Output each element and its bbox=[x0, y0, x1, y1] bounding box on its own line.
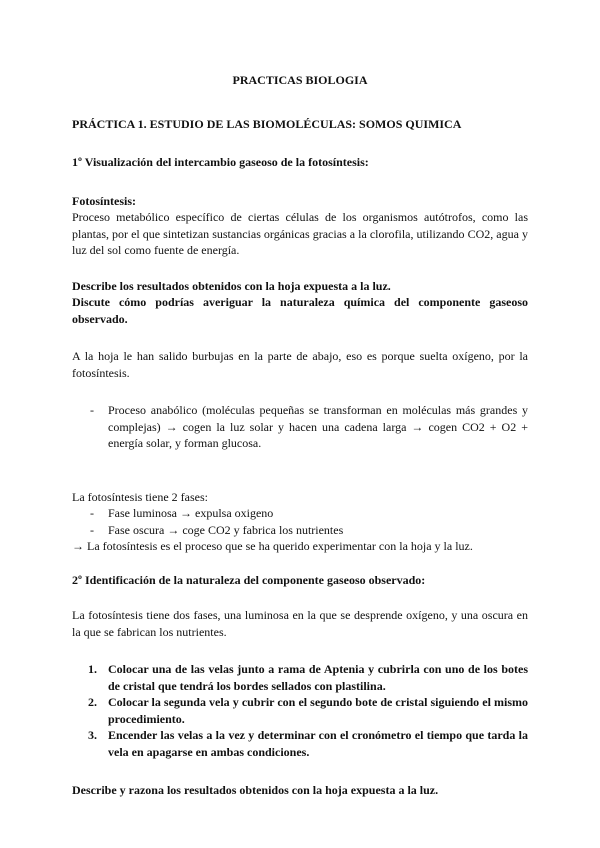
list-item: 2. Colocar la segunda vela y cubrir con el segundo bote de cristal siguiendo el mismo procedimiento. bbox=[88, 695, 528, 726]
section2-heading: 2º Identificación de la naturaleza del componente gaseoso observado: bbox=[72, 572, 426, 587]
list-item: 3. Encender las velas a la vez y determinar con el cronómetro el tiempo que tarda la vela en apagarse en ambas condiciones. bbox=[88, 728, 528, 759]
question-chemical-nature: Discute cómo podrías averiguar la naturaleza química del componente gaseoso observado. bbox=[72, 295, 528, 326]
procedure-steps bbox=[72, 661, 528, 760]
anabolic-list bbox=[72, 402, 528, 452]
section1-heading: 1º Visualización del intercambio gaseoso de la fotosíntesis: bbox=[72, 155, 369, 169]
photosynthesis-definition: Proceso metabólico específico de ciertas células de los organismos autótrofos, como las plantas, por el que sintetizan sustancias orgánicas gracias a la clorofila, utilizando CO2, agua y luz del sol como fuente de energía. bbox=[72, 210, 528, 257]
list-item: - Fase luminosa → expulsa oxigeno bbox=[72, 505, 528, 522]
list-item: - Fase oscura → coge CO2 y fabrica los nutrientes bbox=[72, 522, 528, 539]
phases-intro: La fotosíntesis tiene 2 fases: bbox=[72, 489, 208, 504]
section2-intro: La fotosíntesis tiene dos fases, una luminosa en la que se desprende oxígeno, y una oscura en la que se fabrican los nutrientes. bbox=[72, 608, 528, 639]
document-title: PRACTICAS BIOLOGIA bbox=[232, 73, 368, 87]
conclusion-line: → La fotosíntesis es el proceso que se ha querido experimentar con la hoja y la luz. bbox=[72, 539, 473, 553]
list-item: - Proceso anabólico (moléculas pequeñas se transforman en moléculas más grandes y complejas) → cogen la luz solar y hacen una cadena larga → cogen CO2 + O2 + energía solar, y forman glucosa. bbox=[72, 402, 528, 452]
photosynthesis-term: Fotosíntesis: bbox=[72, 193, 136, 208]
section2-question: Describe y razona los resultados obtenidos con la hoja expuesta a la luz. bbox=[72, 783, 439, 797]
answer-paragraph: A la hoja le han salido burbujas en la parte de abajo, eso es porque suelta oxígeno, por la fotosíntesis. bbox=[72, 349, 528, 380]
phases-list bbox=[72, 505, 528, 538]
list-item: 1. Colocar una de las velas junto a rama de Aptenia y cubrirla con uno de los botes de cristal que tendrá los bordes sellados con plastilina. bbox=[88, 662, 528, 693]
question-results: Describe los resultados obtenidos con la hoja expuesta a la luz. bbox=[72, 278, 391, 293]
practice-heading: PRÁCTICA 1. ESTUDIO DE LAS BIOMOLÉCULAS: SOMOS QUIMICA bbox=[72, 116, 462, 131]
